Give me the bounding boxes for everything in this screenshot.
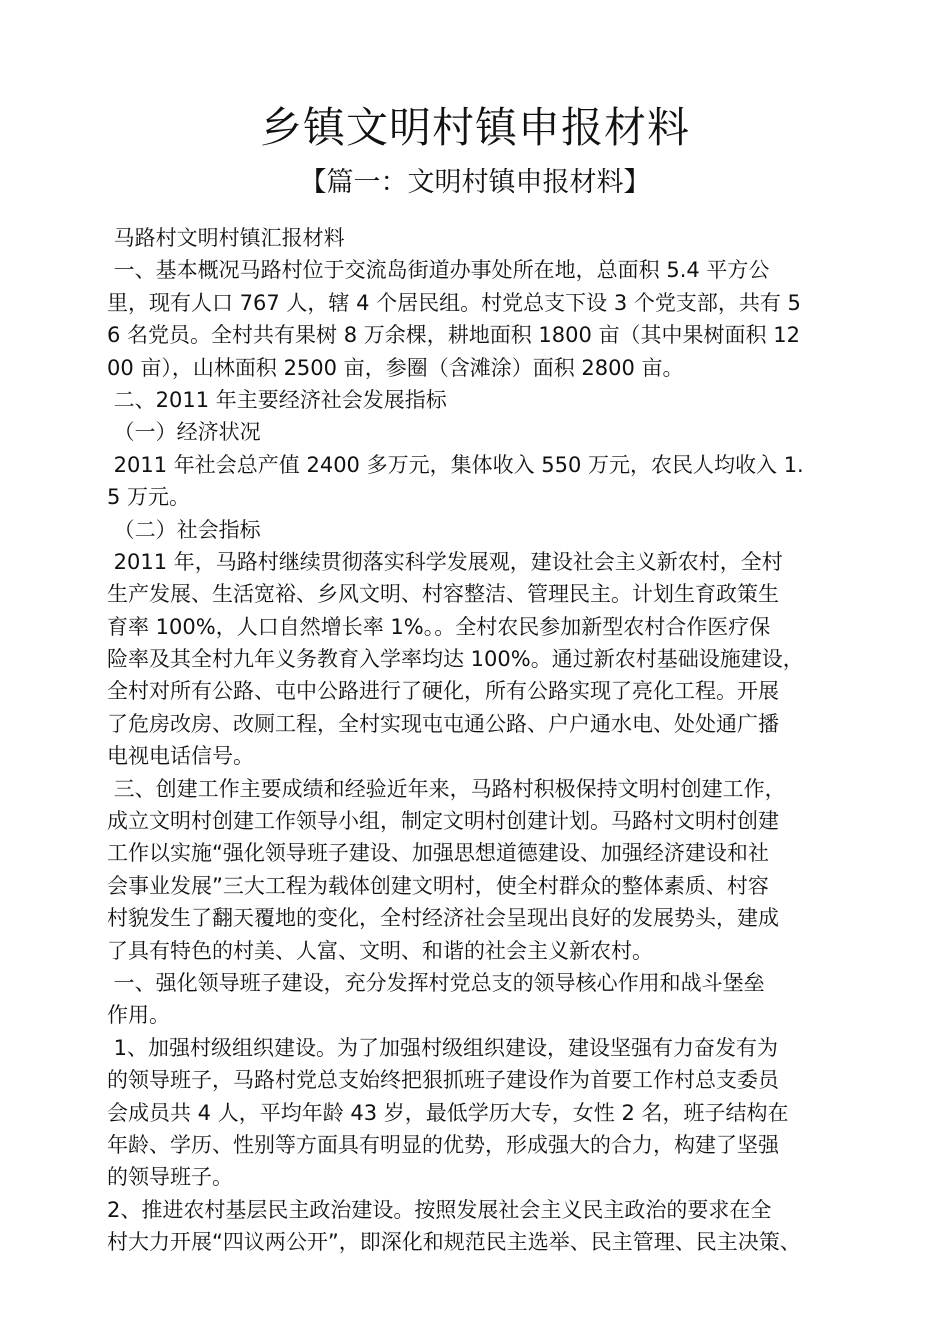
body-line: 作用。 [107,1003,170,1028]
body-line: 二、2011 年主要经济社会发展指标 [107,387,447,412]
body-line: （一）经济状况 [107,420,261,445]
body-line: 2、推进农村基层民主政治建设。按照发展社会主义民主政治的要求在全 [107,1197,772,1222]
body-line: 会成员共 4 人，平均年龄 43 岁，最低学历大专，女性 2 名，班子结构在 [107,1100,789,1125]
body-line: 成立文明村创建工作领导小组，制定文明村创建计划。马路村文明村创建 [107,809,779,834]
body-line: （二）社会指标 [107,517,261,542]
document-subtitle: 【篇一：文明村镇申报材料】 [299,167,651,198]
body-line: 工作以实施“强化领导班子建设、加强思想道德建设、加强经济建设和社 [107,841,769,866]
body-line: 险率及其全村九年义务教育入学率均达 100%。通过新农村基础设施建设， [107,647,804,672]
body-line: 三、创建工作主要成绩和经验近年来，马路村积极保持文明村创建工作， [107,776,786,801]
body-line: 5 万元。 [107,485,191,510]
body-line: 6 名党员。全村共有果树 8 万余棵，耕地面积 1800 亩（其中果树面积 12 [107,323,800,348]
body-line: 2011 年社会总产值 2400 多万元，集体收入 550 万元，农民人均收入 1. [107,452,804,477]
body-line: 一、基本概况马路村位于交流岛街道办事处所在地，总面积 5.4 平方公 [107,258,770,283]
body-line: 2011 年，马路村继续贯彻落实科学发展观，建设社会主义新农村，全村 [107,549,783,574]
body-line: 了危房改房、改厕工程，全村实现屯屯通公路、户户通水电、处处通广播 [107,711,779,736]
document-body [107,222,862,1259]
body-line: 了具有特色的村美、人富、文明、和谐的社会主义新农村。 [107,938,653,963]
body-line: 村大力开展“四议两公开”，即深化和规范民主选举、民主管理、民主决策、 [107,1230,801,1255]
body-line: 一、强化领导班子建设，充分发挥村党总支的领导核心作用和战斗堡垒 [107,970,765,995]
body-line: 年龄、学历、性别等方面具有明显的优势，形成强大的合力，构建了坚强 [107,1132,779,1157]
body-line: 1、加强村级组织建设。为了加强村级组织建设，建设坚强有力奋发有为 [107,1035,779,1060]
body-line: 的领导班子，马路村党总支始终把狠抓班子建设作为首要工作村总支委员 [107,1068,779,1093]
body-line: 的领导班子。 [107,1165,233,1190]
body-line: 全村对所有公路、屯中公路进行了硬化，所有公路实现了亮化工程。开展 [107,679,779,704]
body-line: 生产发展、生活宽裕、乡风文明、村容整洁、管理民主。计划生育政策生 [107,582,779,607]
document-title: 乡镇文明村镇申报材料 [259,103,690,152]
body-line: 会事业发展”三大工程为载体创建文明村，使全村群众的整体素质、村容 [107,873,769,898]
body-line: 00 亩），山林面积 2500 亩，参圈（含滩涂）面积 2800 亩。 [107,355,684,380]
body-line: 马路村文明村镇汇报材料 [107,226,345,250]
body-line: 里，现有人口 767 人，辖 4 个居民组。村党总支下设 3 个党支部，共有 5 [107,290,801,315]
body-line: 村貌发生了翻天覆地的变化，全村经济社会呈现出良好的发展势头，建成 [107,906,779,931]
body-line: 电视电话信号。 [107,744,254,769]
body-line: 育率 100%，人口自然增长率 1%。。全村农民参加新型农村合作医疗保 [107,614,771,639]
